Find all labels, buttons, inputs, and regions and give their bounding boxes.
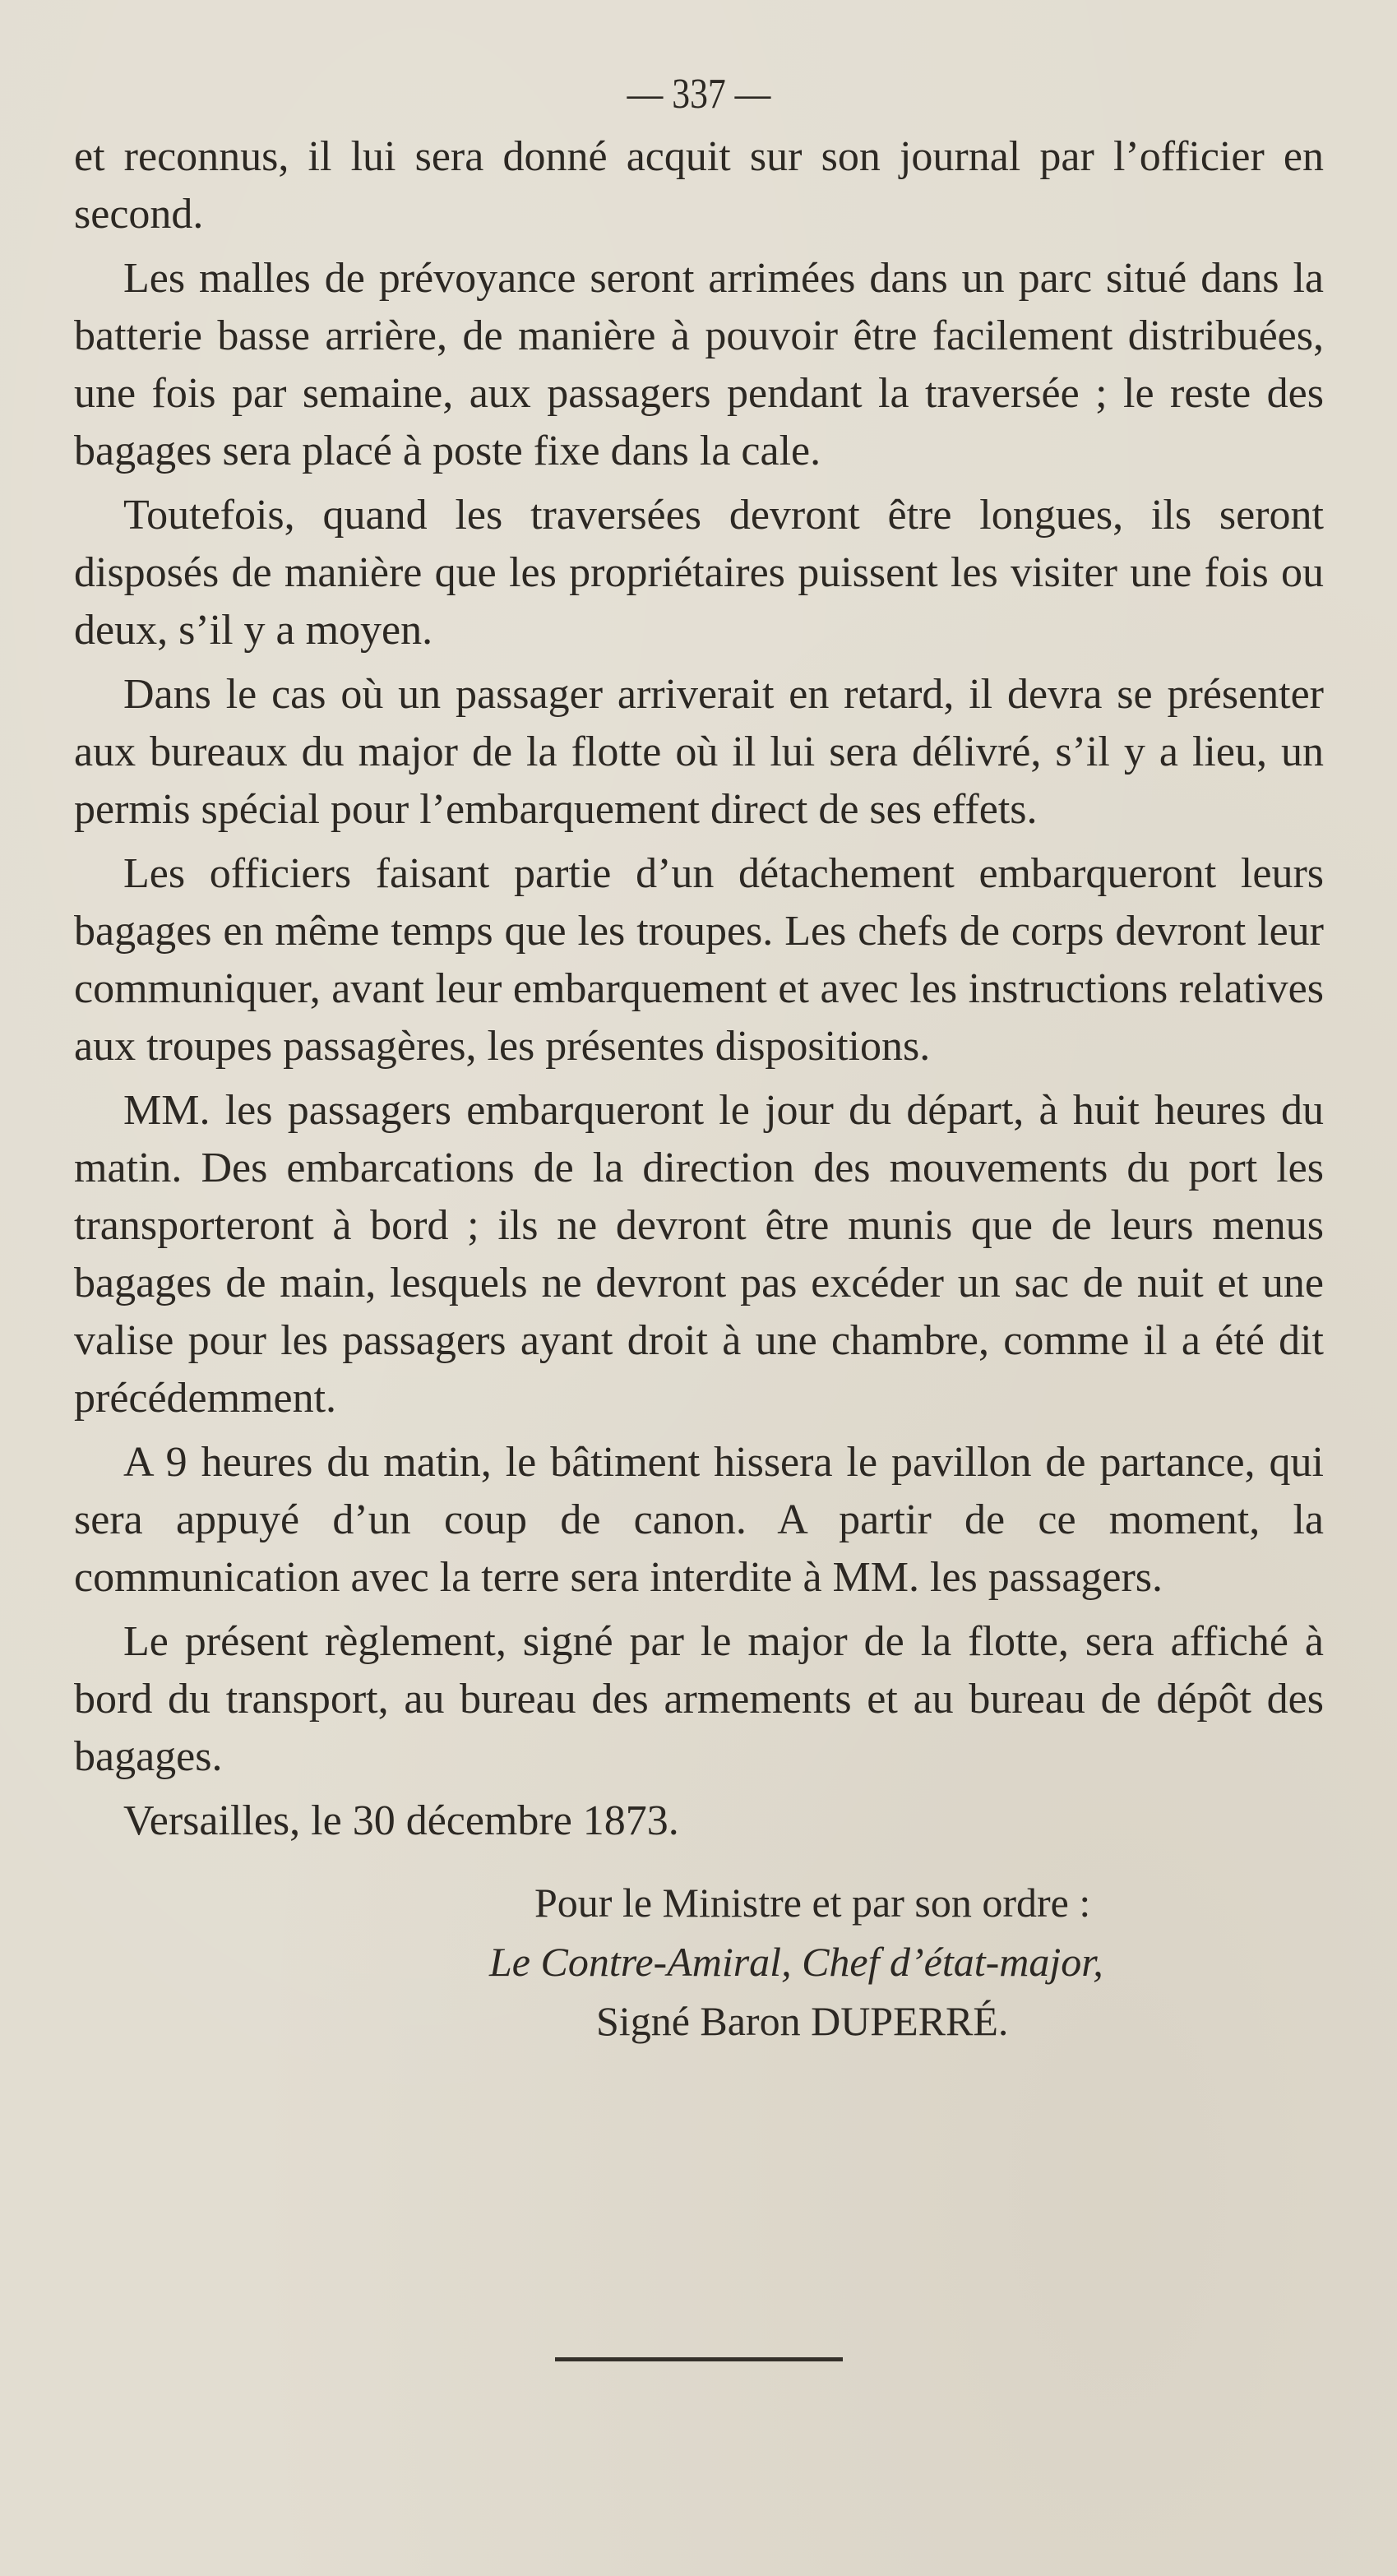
paragraph-continuation: et reconnus, il lui sera donné acquit sur son journal par l’officier en second. xyxy=(74,133,1324,238)
signature-block xyxy=(74,1873,1324,2051)
paragraph-departure-signal: A 9 heures du matin, le bâtiment hissera le pavillon de partance, qui sera appuyé d’un coup de canon. A partir de ce moment, la communication avec la terre sera interdite à MM. les passagers. xyxy=(74,1439,1324,1601)
paragraph-long-crossings: Toutefois, quand les traversées devront être longues, ils seront disposés de manière que les propriétaires puissent les visiter une fois ou deux, s’il y a moyen. xyxy=(74,492,1324,654)
document-page xyxy=(74,66,1324,2051)
closing-rule xyxy=(555,2357,843,2361)
paragraph-place-date: Versailles, le 30 décembre 1873. xyxy=(123,1797,679,1844)
page-number: — 337 — xyxy=(627,71,771,118)
paragraph-trunks: Les malles de prévoyance seront arrimées dans un parc situé dans la batterie basse arrière, de manière à pouvoir être facilement distribuées, une fois par semaine, aux passagers pendant la traversée ; le reste des bagages sera placé à poste fixe dans la cale. xyxy=(74,255,1324,474)
paragraph-posting: Le présent règlement, signé par le major de la flotte, sera affiché à bord du transport, au bureau des armements et au bureau de dépôt des bagages. xyxy=(74,1618,1324,1780)
signature-line-minister: Pour le Ministre et par son ordre : xyxy=(534,1880,1091,1926)
signature-line-name: Signé Baron DUPERRÉ. xyxy=(596,1998,1009,2044)
signature-line-rank: Le Contre-Amiral, Chef d’état-major, xyxy=(489,1939,1103,1985)
paragraph-late-passenger: Dans le cas où un passager arriverait en retard, il devra se présenter aux bureaux du major de la flotte où il lui sera délivré, s’il y a lieu, un permis spécial pour l’embarquement direct de ses effets. xyxy=(74,671,1324,833)
paragraph-embarkation: MM. les passagers embarqueront le jour du départ, à huit heures du matin. Des embarcations de la direction des mouvements du port les transporteront à bord ; ils ne devront être munis que de leurs menus bagages de main, lesquels ne devront pas excéder un sac de nuit et une valise pour les passagers ayant droit à une chambre, comme il a été dit précédemment. xyxy=(74,1087,1324,1422)
paragraph-officers: Les officiers faisant partie d’un détachement embarqueront leurs bagages en même temps que les troupes. Les chefs de corps devront leur communiquer, avant leur embarquement et avec les instructions relatives aux troupes passagères, les présentes dispositions. xyxy=(74,850,1324,1070)
